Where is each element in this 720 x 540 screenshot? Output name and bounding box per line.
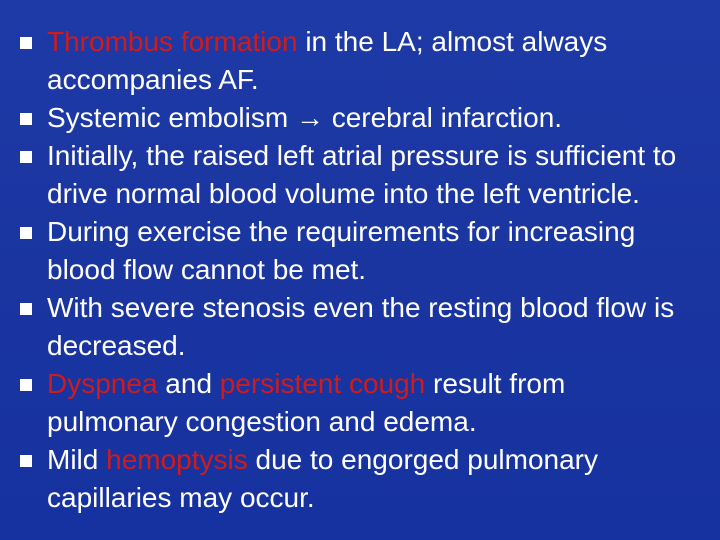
- square-bullet-icon: [20, 379, 32, 391]
- bullet-item: [0, 441, 700, 517]
- bullet-text: due to engorged pulmonary capillaries may occur.: [47, 444, 598, 513]
- bullet-text: and: [157, 368, 220, 399]
- bullet-item: [0, 99, 700, 137]
- bullet-item: [0, 289, 700, 365]
- bullet-item: [0, 213, 700, 289]
- square-bullet-icon: [20, 151, 32, 163]
- highlight-text: Thrombus formation: [47, 26, 298, 57]
- bullet-list: [0, 23, 700, 517]
- bullet-text: Systemic embolism → cerebral infarction.: [47, 102, 563, 133]
- bullet-text: result from pulmonary congestion and edema.: [47, 368, 566, 437]
- highlight-text: persistent cough: [219, 368, 426, 399]
- bullet-text: Initially, the raised left atrial pressure is sufficient to drive normal blood volume into the left ventricle.: [47, 140, 677, 209]
- bullet-item: [0, 137, 700, 213]
- square-bullet-icon: [20, 303, 32, 315]
- square-bullet-icon: [20, 37, 32, 49]
- bullet-text: in the LA; almost always accompanies AF.: [47, 26, 608, 95]
- square-bullet-icon: [20, 227, 32, 239]
- bullet-item: [0, 365, 700, 441]
- bullet-text: During exercise the requirements for increasing blood flow cannot be met.: [47, 216, 636, 285]
- highlight-text: hemoptysis: [106, 444, 248, 475]
- bullet-text: Mild: [47, 444, 107, 475]
- bullet-text: With severe stenosis even the resting blood flow is decreased.: [47, 292, 675, 361]
- square-bullet-icon: [20, 113, 32, 125]
- highlight-text: Dyspnea: [47, 368, 158, 399]
- square-bullet-icon: [20, 455, 32, 467]
- bullet-item: [0, 23, 700, 99]
